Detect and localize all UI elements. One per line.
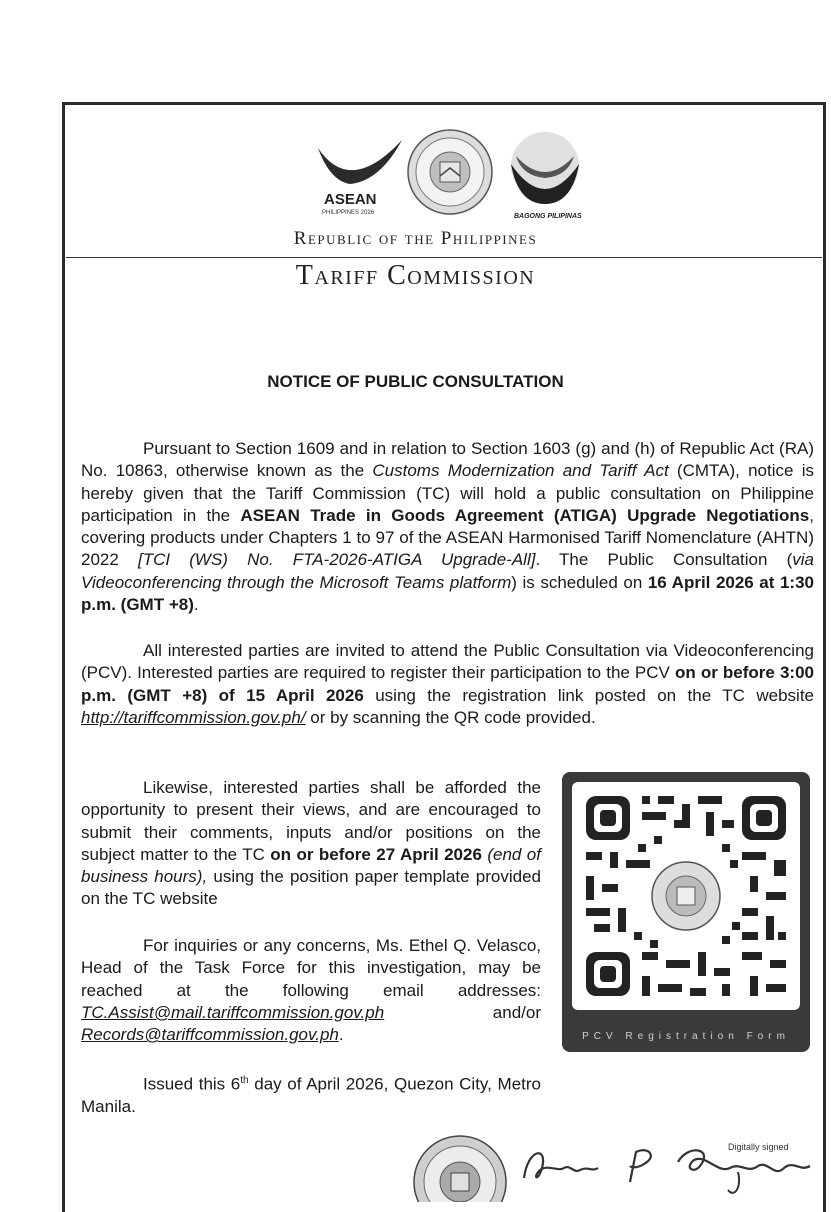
bagong-pilipinas-text: BAGONG PILIPINAS — [514, 213, 582, 220]
tc-website-link[interactable]: http://tariffcommission.gov.ph/ — [81, 707, 306, 727]
agency-heading: Tariff Commission — [295, 260, 536, 291]
text: For inquiries or any concerns, Ms. Ethel Q. Velasco, Head of the Task Force for this investigation, may be reached at the following email addresses: — [81, 936, 541, 1000]
header-logos — [310, 126, 610, 226]
qr-code-pattern — [572, 782, 800, 1010]
text: Pursuant to Section 1609 and in relation to Section 1603 (g) and (h) of Republic Act (RA) No. 10863, otherwise known as the — [81, 439, 814, 481]
email-link-assist[interactable]: TC.Assist@mail.tariffcommission.gov.ph — [81, 1002, 385, 1022]
text: All interested parties are invited to attend the Public Consultation via Videoconferencing (PCV). Interested parties are required to register their participation to the PCV — [81, 641, 814, 683]
text: . The Public Consultation ( — [535, 550, 793, 570]
tariff-commission-seal — [408, 130, 492, 214]
text: (CMTA), notice is hereby given that the Tariff Commission (TC) will hold a public consultation on Philippine participation in the — [81, 461, 814, 525]
text: or by scanning the QR code provided. — [305, 707, 596, 727]
text: and/or — [384, 1002, 541, 1022]
text: Issued this 6 — [143, 1074, 241, 1094]
official-seal — [410, 1132, 510, 1202]
republic-heading: Republic of the Philippines — [293, 228, 538, 249]
qr-code-card[interactable] — [562, 772, 810, 1052]
paragraph-inquiries — [81, 935, 541, 1046]
text: , covering products under Chapters 1 to 97 of the ASEAN Harmonised Tariff Nomenclature (AHTN) 2022 — [81, 505, 814, 570]
atiga-title: ASEAN Trade in Goods Agreement (ATIGA) Upgrade Negotiations — [240, 505, 810, 525]
text: day of April 2026, Quezon City, Metro Manila. — [81, 1074, 541, 1116]
paragraph-issued — [81, 1070, 541, 1118]
text: using the position paper template provided on the TC website — [81, 867, 541, 909]
qr-code[interactable] — [572, 782, 800, 1010]
cmta-title: Customs Modernization and Tariff Act — [372, 461, 669, 481]
text: . — [338, 1025, 344, 1045]
business-hours-note: (end of business hours), — [81, 844, 541, 887]
ordinal-suffix: th — [240, 1075, 249, 1086]
registration-deadline: on or before 3:00 p.m. (GMT +8) of 15 April 2026 — [81, 663, 814, 705]
platform-note: via Videoconferencing through the Microsoft Teams platform — [81, 550, 814, 592]
asean-logo-text: ASEAN — [324, 191, 377, 208]
email-link-records[interactable]: Records@tariffcommission.gov.ph — [81, 1025, 339, 1045]
paragraph-consultation — [81, 438, 814, 616]
qr-caption: PCV Registration Form — [582, 1031, 790, 1042]
paragraph-registration — [81, 640, 814, 729]
text: using the registration link posted on the TC website — [363, 685, 815, 705]
asean-logo — [318, 140, 402, 216]
paragraph-comments — [81, 777, 541, 911]
text: . — [193, 595, 199, 615]
bagong-pilipinas-logo — [511, 132, 582, 220]
digital-signature-label: Digitally signed — [728, 1142, 789, 1152]
text: ) is scheduled on — [511, 572, 648, 592]
consultation-date: 16 April 2026 at 1:30 p.m. (GMT +8) — [81, 572, 814, 615]
text: Likewise, interested parties shall be afforded the opportunity to present their views, and are encouraged to submit their comments, inputs and/or positions on the subject matter to the TC — [81, 778, 541, 864]
header-divider — [66, 257, 822, 258]
comments-deadline: on or before 27 April 2026 — [270, 844, 482, 864]
asean-logo-sub: PHILIPPINES 2026 — [322, 210, 375, 216]
case-number: [TCI (WS) No. FTA-2026-ATIGA Upgrade-All] — [137, 550, 536, 570]
notice-title: NOTICE OF PUBLIC CONSULTATION — [267, 372, 564, 391]
